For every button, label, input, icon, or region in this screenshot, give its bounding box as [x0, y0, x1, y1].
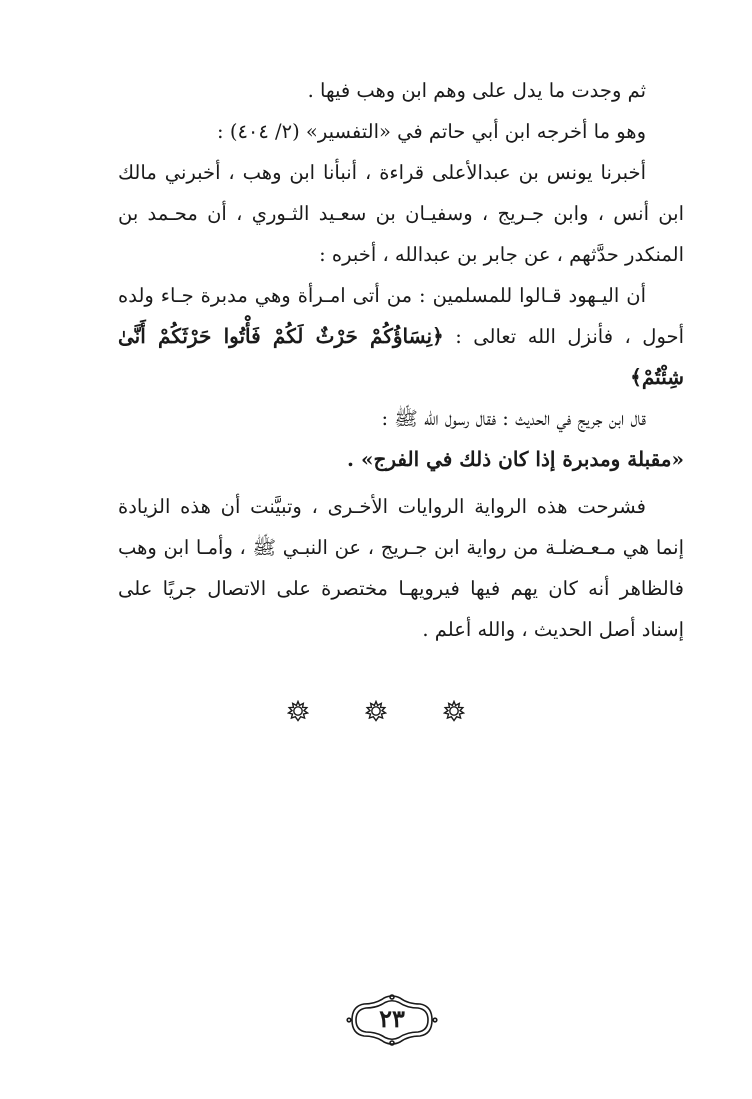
hadith-quote: «مقبلة ومدبرة إذا كان ذلك في الفرج» . [347, 447, 684, 471]
quran-verse: ﴿نِسَاؤُكُمْ حَرْثٌ لَكُمْ فَأْتُوا حَرْثَكُمْ أَنَّىٰ شِئْتُمْ﴾ [118, 324, 684, 389]
star-flower-icon [287, 700, 309, 722]
body-text [118, 70, 684, 650]
page-number: ٢٣ [379, 1004, 405, 1033]
paragraph-4-text: أن اليـهود قـالوا للمسلمين : من أتى امـرأة وهي مدبرة جـاء ولده أحول ، فأنزل الله تعالى : [118, 284, 684, 348]
paragraph-5: قال ابن جريج في الحديث : فقال رسول الله ﷺ : [381, 407, 646, 430]
paragraph-4 [118, 275, 684, 398]
paragraph-7: فشرحت هذه الرواية الروايات الأخـرى ، وتبيَّنت أن هذه الزيادة إنما هي مـعـضلـة من رواية ابن جـريج ، عن النبـي ﷺ ، وأمـا ابن وهب فالظاهر أنه كان يهم فيها فيرويهـا مختصرة على الاتصال جريًا على إسناد أصل الحديث ، والله أعلم . [118, 495, 684, 641]
star-flower-icon [365, 700, 387, 722]
section-ornaments [0, 700, 752, 722]
paragraph-3: أخبرنا يونس بن عبدالأعلى قراءة ، أنبأنا ابن وهب ، أخبرني مالك ابن أنس ، وابن جـريج ، وسفيـان بن سعـيد الثـوري ، أن محـمد بن المنكدر حدَّثهم ، عن جابر بن عبدالله ، أخبره : [118, 161, 684, 266]
star-flower-icon [443, 700, 465, 722]
paragraph-2: وهو ما أخرجه ابن أبي حاتم في «التفسير» (٢/ ٤٠٤) : [217, 120, 646, 143]
paragraph-1: ثم وجدت ما يدل على وهم ابن وهب فيها . [307, 79, 646, 102]
